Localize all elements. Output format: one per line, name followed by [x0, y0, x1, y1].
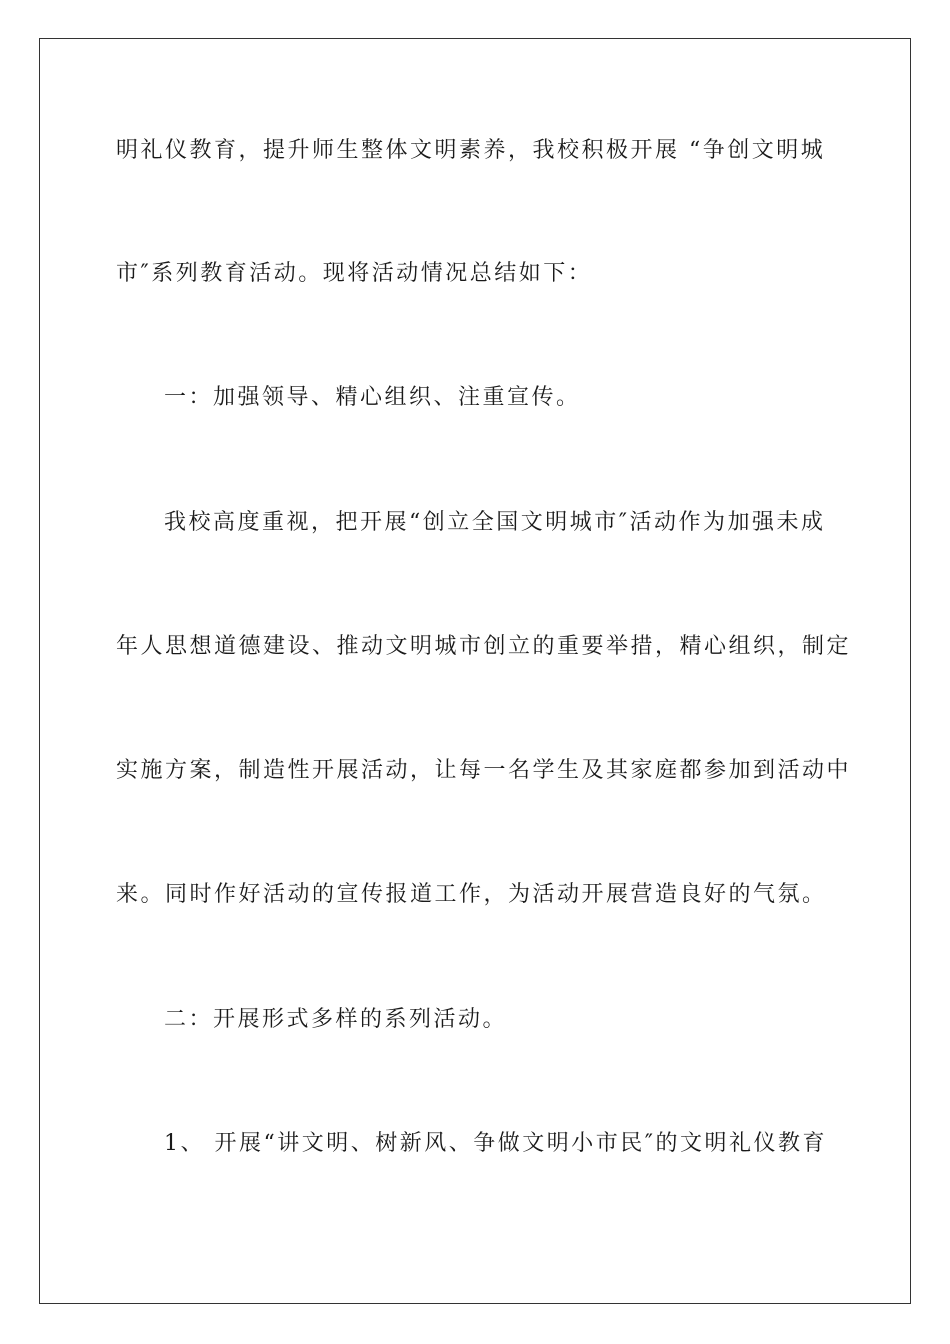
body-text-line: 明礼仪教育，提升师生整体文明素养，我校积极开展 “争创文明城	[116, 138, 826, 163]
body-text-line: 实施方案，制造性开展活动，让每一名学生及其家庭都参加到活动中	[116, 758, 852, 783]
body-text-line: 市″系列教育活动。现将活动情况总结如下：	[116, 261, 593, 286]
list-item-text: 1、 开展“讲文明、树新风、争做文明小市民″的文明礼仪教育	[164, 1131, 827, 1156]
body-text-line: 年人思想道德建设、推动文明城市创立的重要举措，精心组织，制定	[116, 634, 852, 659]
page-border	[39, 38, 911, 1304]
paragraph-first-line: 我校高度重视，把开展“创立全国文明城市″活动作为加强未成	[164, 510, 826, 535]
section-heading: 二：开展形式多样的系列活动。	[164, 1007, 508, 1032]
section-heading: 一：加强领导、精心组织、注重宣传。	[164, 385, 581, 410]
body-text-line: 来。同时作好活动的宣传报道工作，为活动开展营造良好的气氛。	[116, 882, 827, 907]
